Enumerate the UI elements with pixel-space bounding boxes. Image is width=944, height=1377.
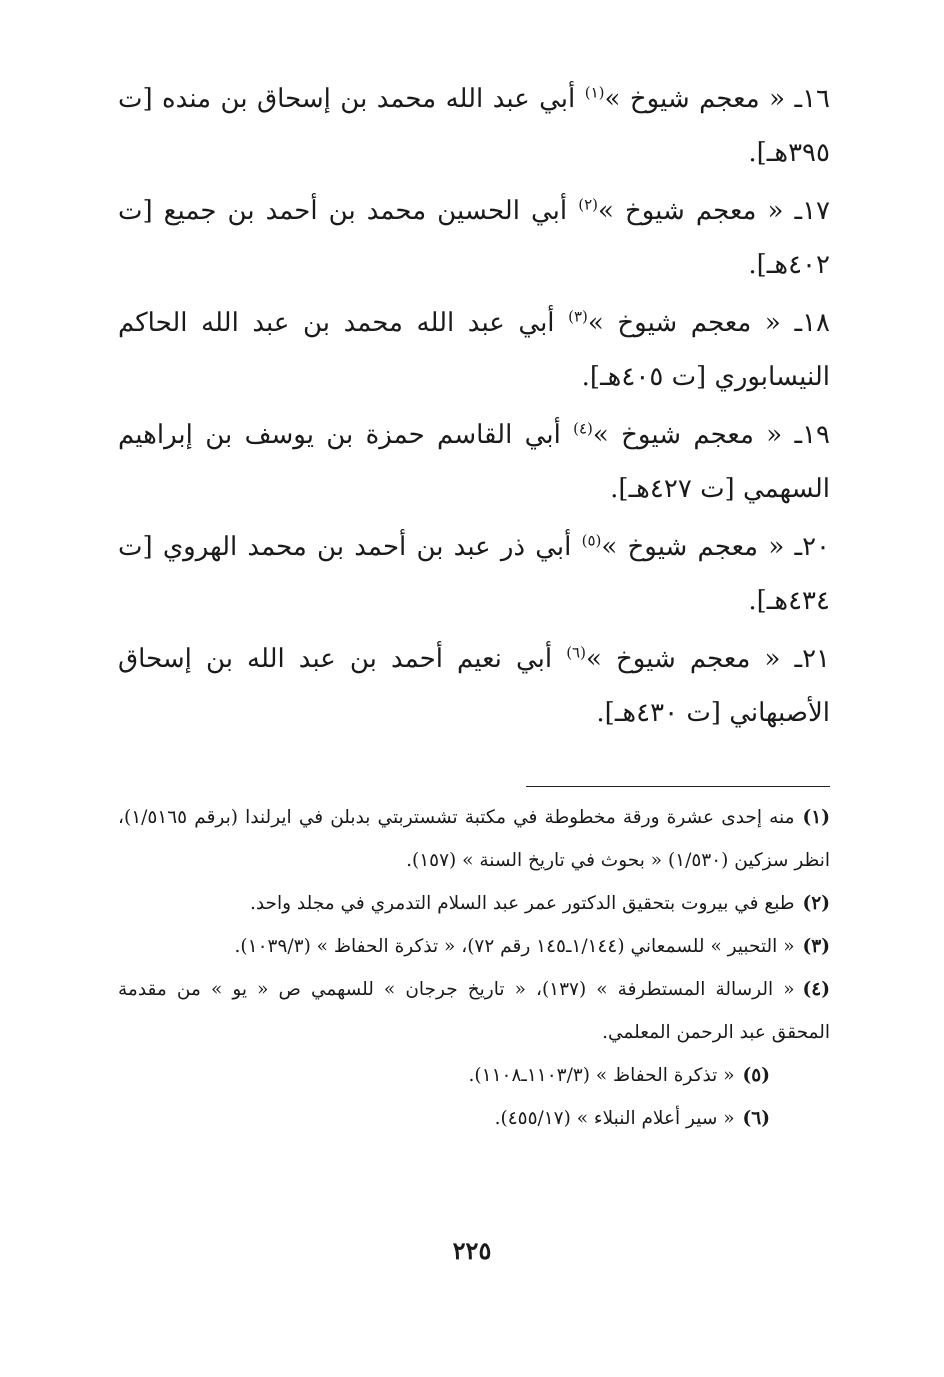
footnote-ref[interactable]: (١)	[584, 83, 605, 102]
footnote	[118, 1097, 830, 1140]
footnote-number: (٥)	[742, 1065, 770, 1086]
entry-title: « معجم شيوخ »	[597, 196, 784, 226]
entry-number: ٢٠ـ	[794, 532, 830, 562]
entry-title: « معجم شيوخ »	[587, 308, 781, 338]
entry-text: أبي القاسم حمزة بن يوسف بن إبراهيم السهمي [ت ٤٢٧هـ].	[118, 420, 830, 504]
entry-number: ١٦ـ	[794, 84, 830, 114]
footnote-text: « تذكرة الحفاظ » (١١٠٣/٣ـ١١٠٨).	[468, 1065, 735, 1086]
footnote-text: « الرسالة المستطرفة » (١٣٧)، « تاريخ جرجان » للسهمي ص « يو » من مقدمة المحقق عبد الرحمن المعلمي.	[118, 979, 830, 1043]
footnote-number: (١)	[802, 807, 830, 828]
entry-number: ١٧ـ	[794, 196, 830, 226]
footnote-ref[interactable]: (٤)	[573, 419, 593, 438]
footnote-text: طبع في بيروت بتحقيق الدكتور عمر عبد السلام التدمري في مجلد واحد.	[249, 893, 795, 914]
entry-title: « معجم شيوخ »	[592, 420, 783, 450]
entry-text: أبي عبد الله محمد بن عبد الله الحاكم النيسابوري [ت ٤٠٥هـ].	[118, 308, 830, 392]
footnotes	[118, 796, 830, 1140]
footnote-number: (٦)	[742, 1108, 770, 1129]
entry-number: ٢١ـ	[794, 644, 830, 674]
entry-number: ١٨ـ	[794, 308, 830, 338]
footnote	[118, 1054, 830, 1097]
list-item	[118, 408, 830, 516]
list-item	[118, 296, 830, 404]
footnote-ref[interactable]: (٥)	[581, 531, 602, 550]
footnote	[118, 796, 830, 882]
entry-title: « معجم شيوخ »	[601, 532, 785, 562]
footnote-number: (٢)	[802, 893, 830, 914]
footnote	[118, 968, 830, 1054]
entry-text: أبي نعيم أحمد بن عبد الله بن إسحاق الأصبهاني [ت ٤٣٠هـ].	[118, 644, 830, 728]
page-number: ٢٢٥	[452, 1236, 492, 1265]
footnote-ref[interactable]: (٣)	[568, 307, 588, 326]
entry-number: ١٩ـ	[794, 420, 830, 450]
entry-title: « معجم شيوخ »	[604, 84, 785, 114]
entry-text: أبي الحسين محمد بن أحمد بن جميع [ت ٤٠٢هـ].	[118, 196, 830, 280]
footnote-text: « التحبير » للسمعاني (١/١٤٤ـ١٤٥ رقم ٧٢)، « تذكرة الحفاظ » (١٠٣٩/٣).	[234, 936, 795, 957]
footnote-number: (٤)	[802, 979, 830, 1000]
list-item	[118, 72, 830, 180]
footnote-text: « سير أعلام النبلاء » (٤٥٥/١٧).	[494, 1108, 735, 1129]
list-item	[118, 184, 830, 292]
footnote-text: منه إحدى عشرة ورقة مخطوطة في مكتبة تشستربتي بدبلن في ايرلندا (برقم ١/٥١٦٥)، انظر سزكين (١/٥٣٠) « بحوث في تاريخ السنة » (١٥٧).	[118, 807, 830, 871]
footnote	[118, 925, 830, 968]
footnote-ref[interactable]: (٦)	[566, 643, 586, 662]
footnote-divider	[526, 786, 830, 787]
main-text	[118, 72, 830, 744]
entry-text: أبي عبد الله محمد بن إسحاق بن منده [ت ٣٩٥هـ].	[118, 84, 830, 168]
footnote-ref[interactable]: (٢)	[578, 195, 598, 214]
entry-text: أبي ذر عبد بن أحمد بن محمد الهروي [ت ٤٣٤هـ].	[118, 532, 830, 616]
footnote	[118, 882, 830, 925]
entry-title: « معجم شيوخ »	[585, 644, 781, 674]
list-item	[118, 520, 830, 628]
footnote-number: (٣)	[802, 936, 830, 957]
list-item	[118, 632, 830, 740]
